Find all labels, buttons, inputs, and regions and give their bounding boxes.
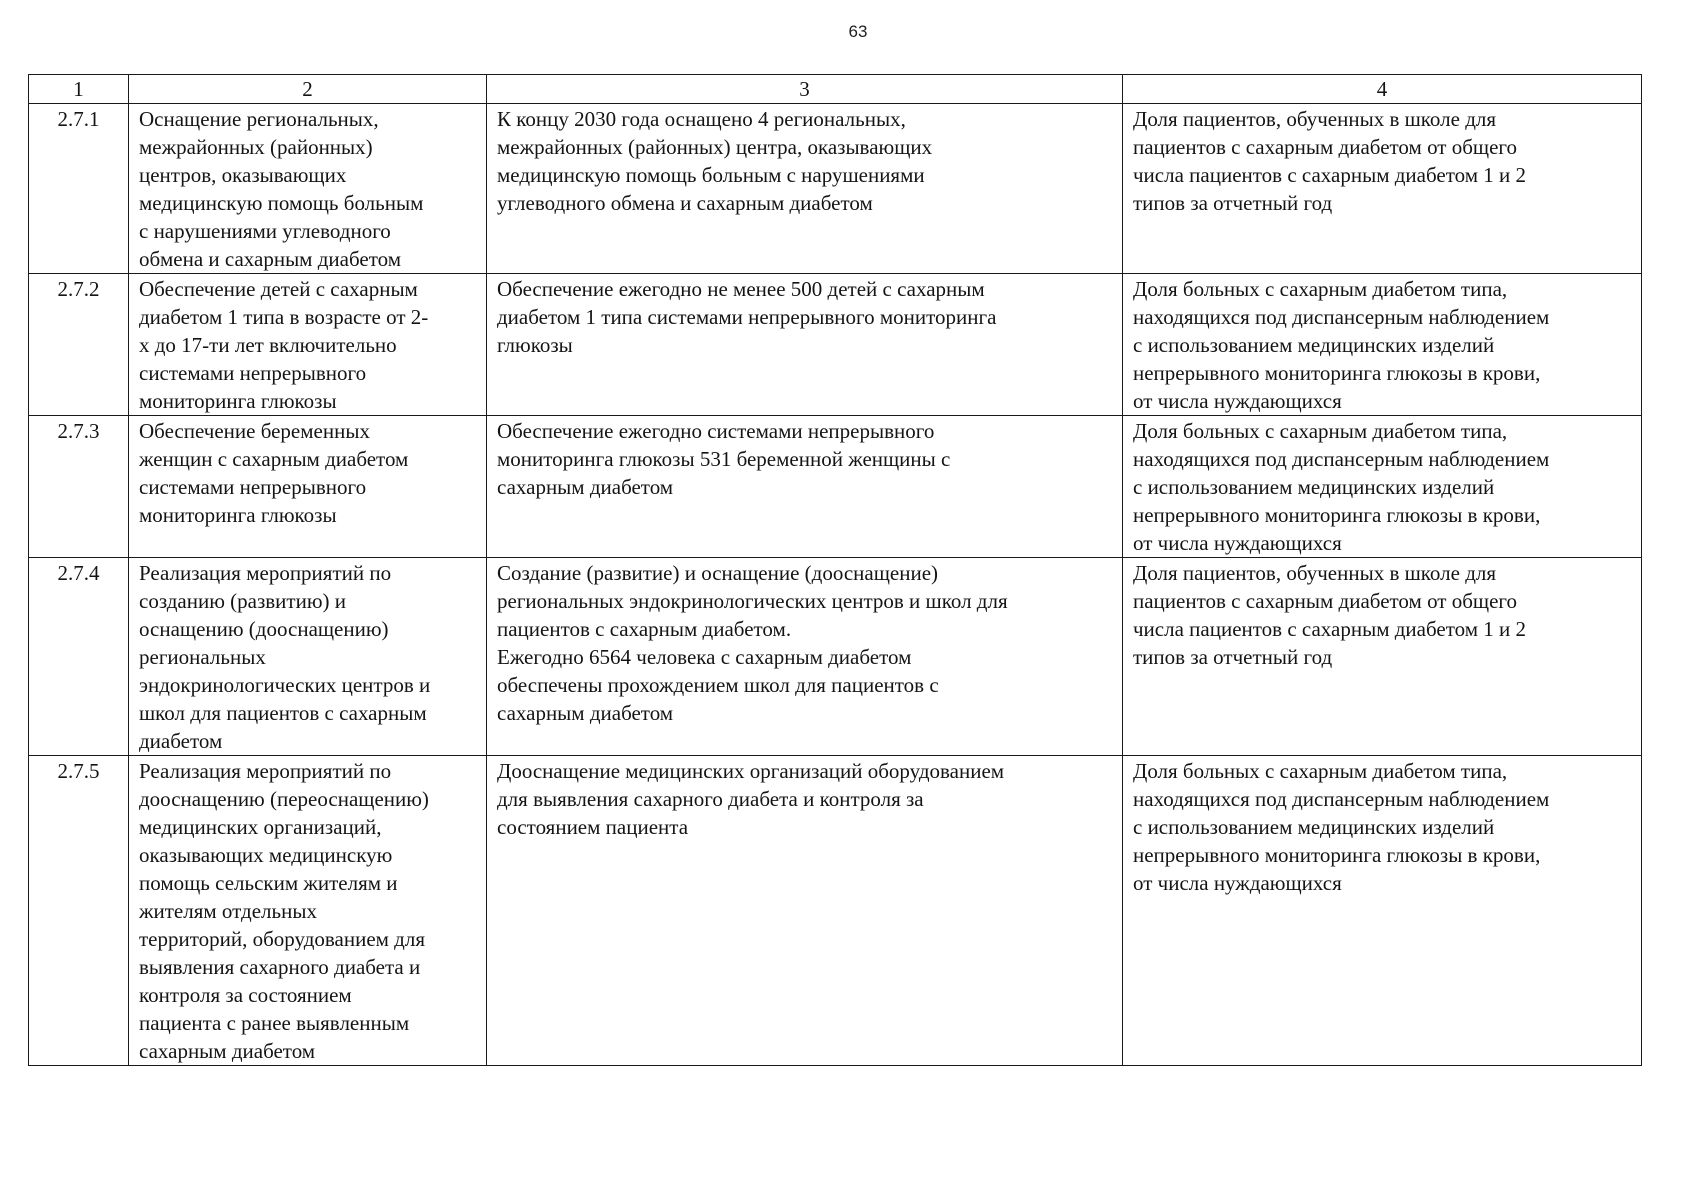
row-number: 2.7.3 (29, 416, 129, 558)
measure-name-cell (129, 104, 487, 274)
result-cell (487, 756, 1123, 1066)
cell-text-line: женщин с сахарным диабетом (139, 447, 409, 471)
cell-text-line: диабетом 1 типа системами непрерывного мониторинга (497, 305, 997, 329)
cell-text-line: медицинскую помощь больным с нарушениями (497, 163, 925, 187)
cell-text-line: с нарушениями углеводного (139, 219, 391, 243)
cell-text-line: находящихся под диспансерным наблюдением (1133, 787, 1550, 811)
cell-text-line: от числа нуждающихся (1133, 531, 1342, 555)
cell-text-line: эндокринологических центров и (139, 673, 431, 697)
cell-text-line: пациентов с сахарным диабетом от общего (1133, 589, 1517, 613)
cell-text-line: дооснащению (переоснащению) (139, 787, 429, 811)
cell-text-line: Создание (развитие) и оснащение (дооснащение) (497, 561, 939, 585)
cell-text-line: глюкозы (497, 333, 573, 357)
column-header: 1 (29, 75, 129, 104)
table-row (29, 104, 1642, 274)
measure-name-cell (129, 756, 487, 1066)
indicator-cell (1123, 558, 1642, 756)
cell-text-line: Оснащение региональных, (139, 107, 379, 131)
cell-text-line: Доля больных с сахарным диабетом типа, (1133, 419, 1508, 443)
result-cell (487, 104, 1123, 274)
cell-text-line: школ для пациентов с сахарным (139, 701, 427, 725)
cell-text-line: для выявления сахарного диабета и контроля за (497, 787, 924, 811)
result-cell (487, 274, 1123, 416)
measure-name-cell (129, 558, 487, 756)
cell-text-line: состоянием пациента (497, 815, 689, 839)
result-cell (487, 416, 1123, 558)
page-number: 63 (848, 22, 868, 41)
table-row (29, 558, 1642, 756)
cell-text-line: пациентов с сахарным диабетом от общего (1133, 135, 1517, 159)
cell-text-line: системами непрерывного (139, 361, 367, 385)
cell-text-line: Обеспечение детей с сахарным (139, 277, 418, 301)
column-header: 4 (1123, 75, 1642, 104)
table-row (29, 416, 1642, 558)
result-cell (487, 558, 1123, 756)
cell-text-line: непрерывного мониторинга глюкозы в крови, (1133, 503, 1541, 527)
cell-text-line: оказывающих медицинскую (139, 843, 393, 867)
cell-text-line: выявления сахарного диабета и (139, 955, 421, 979)
cell-text-line: от числа нуждающихся (1133, 389, 1342, 413)
cell-text-line: сахарным диабетом (139, 1039, 316, 1063)
cell-text-line: мониторинга глюкозы (139, 389, 337, 413)
row-number: 2.7.5 (29, 756, 129, 1066)
cell-text-line: х до 17-ти лет включительно (139, 333, 397, 357)
cell-text-line: числа пациентов с сахарным диабетом 1 и 2 (1133, 163, 1526, 187)
cell-text-line: с использованием медицинских изделий (1133, 815, 1495, 839)
cell-text-line: типов за отчетный год (1133, 645, 1333, 669)
cell-text-line: диабетом (139, 729, 223, 753)
table-header-row (29, 75, 1642, 104)
row-number: 2.7.4 (29, 558, 129, 756)
cell-text-line: мониторинга глюкозы 531 беременной женщины с (497, 447, 951, 471)
cell-text-line: Доля больных с сахарным диабетом типа, (1133, 759, 1508, 783)
cell-text-line: Ежегодно 6564 человека с сахарным диабетом (497, 645, 912, 669)
cell-text-line: созданию (развитию) и (139, 589, 347, 613)
cell-text-line: находящихся под диспансерным наблюдением (1133, 305, 1550, 329)
measures-table (28, 74, 1642, 1066)
cell-text-line: пациента с ранее выявленным (139, 1011, 410, 1035)
cell-text-line: сахарным диабетом (497, 701, 674, 725)
cell-text-line: мониторинга глюкозы (139, 503, 337, 527)
cell-text-line: жителям отдельных (139, 899, 317, 923)
table-row (29, 756, 1642, 1066)
cell-text-line: с использованием медицинских изделий (1133, 475, 1495, 499)
cell-text-line: Дооснащение медицинских организаций оборудованием (497, 759, 1005, 783)
cell-text-line: Доля больных с сахарным диабетом типа, (1133, 277, 1508, 301)
indicator-cell (1123, 756, 1642, 1066)
cell-text-line: диабетом 1 типа в возрасте от 2- (139, 305, 429, 329)
cell-text-line: Доля пациентов, обученных в школе для (1133, 561, 1497, 585)
cell-text-line: медицинскую помощь больным (139, 191, 424, 215)
cell-text-line: центров, оказывающих (139, 163, 347, 187)
indicator-cell (1123, 416, 1642, 558)
cell-text-line: сахарным диабетом (497, 475, 674, 499)
cell-text-line: находящихся под диспансерным наблюдением (1133, 447, 1550, 471)
cell-text-line: межрайонных (районных) (139, 135, 373, 159)
cell-text-line: от числа нуждающихся (1133, 871, 1342, 895)
cell-text-line: Обеспечение ежегодно системами непрерывного (497, 419, 935, 443)
cell-text-line: Реализация мероприятий по (139, 759, 392, 783)
cell-text-line: территорий, оборудованием для (139, 927, 426, 951)
cell-text-line: непрерывного мониторинга глюкозы в крови, (1133, 843, 1541, 867)
cell-text-line: с использованием медицинских изделий (1133, 333, 1495, 357)
cell-text-line: межрайонных (районных) центра, оказывающих (497, 135, 933, 159)
cell-text-line: региональных (139, 645, 266, 669)
row-number: 2.7.1 (29, 104, 129, 274)
cell-text-line: системами непрерывного (139, 475, 367, 499)
column-header: 3 (487, 75, 1123, 104)
cell-text-line: типов за отчетный год (1133, 191, 1333, 215)
cell-text-line: оснащению (дооснащению) (139, 617, 389, 641)
cell-text-line: числа пациентов с сахарным диабетом 1 и 2 (1133, 617, 1526, 641)
cell-text-line: Обеспечение ежегодно не менее 500 детей с сахарным (497, 277, 985, 301)
cell-text-line: контроля за состоянием (139, 983, 352, 1007)
cell-text-line: пациентов с сахарным диабетом. (497, 617, 792, 641)
measure-name-cell (129, 274, 487, 416)
cell-text-line: помощь сельским жителям и (139, 871, 398, 895)
column-header: 2 (129, 75, 487, 104)
cell-text-line: К концу 2030 года оснащено 4 региональных, (497, 107, 906, 131)
indicator-cell (1123, 274, 1642, 416)
cell-text-line: углеводного обмена и сахарным диабетом (497, 191, 873, 215)
cell-text-line: Реализация мероприятий по (139, 561, 392, 585)
cell-text-line: региональных эндокринологических центров и школ для (497, 589, 1008, 613)
row-number: 2.7.2 (29, 274, 129, 416)
indicator-cell (1123, 104, 1642, 274)
table-row (29, 274, 1642, 416)
measure-name-cell (129, 416, 487, 558)
cell-text-line: Обеспечение беременных (139, 419, 370, 443)
cell-text-line: непрерывного мониторинга глюкозы в крови, (1133, 361, 1541, 385)
cell-text-line: обмена и сахарным диабетом (139, 247, 401, 271)
cell-text-line: медицинских организаций, (139, 815, 382, 839)
cell-text-line: Доля пациентов, обученных в школе для (1133, 107, 1497, 131)
cell-text-line: обеспечены прохождением школ для пациентов с (497, 673, 939, 697)
